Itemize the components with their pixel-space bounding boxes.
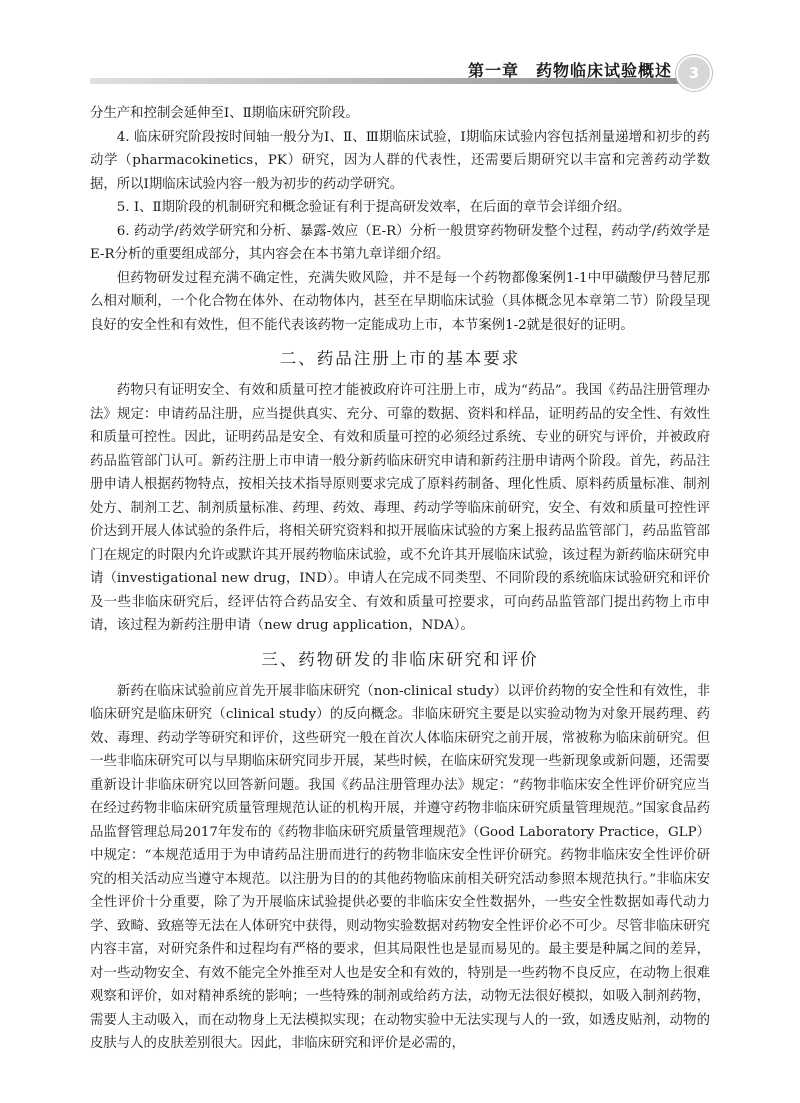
paragraph: 药物只有证明安全、有效和质量可控才能被政府许可注册上市，成为“药品”。我国《药品注册管理办法》规定：申请药品注册，应当提供真实、充分、可靠的数据、资料和样品，证明药品的安全性、有效性和质量可控性。因此，证明药品是安全、有效和质量可控的必须经过系统、专业的研究与评价，并被政府药品监管部门认可。新药注册上市申请一般分新药临床研究申请和新药注册申请两个阶段。首先，药品注册申请人根据药物特点，按相关技术指导原则要求完成了原料药制备、理化性质、原料药质量标准、制剂处方、制剂工艺、制剂质量标准、药理、药效、毒理、药动学等临床前研究，安全、有效和质量可控性评价达到开展人体试验的条件后，将相关研究资料和拟开展临床试验的方案上报药品监管部门，药品监管部门在规定的时限内允许或默许其开展药物临床试验，或不允许其开展临床试验，该过程为新药临床研究申请（investigational new drug，IND）。申请人在完成不同类型、不同阶段的系统临床试验研究和评价及一些非临床研究后，经评估符合药品安全、有效和质量可控要求，可向药品监管部门提出药物上市申请，该过程为新药注册申请（new drug application，NDA）。 [90,383,710,633]
paragraph: 新药在临床试验前应首先开展非临床研究（non-clinical study）以评价药物的安全性和有效性，非临床研究是临床研究（clinical study）的反向概念。非临床研究主要是以实验动物为对象开展药理、药效、毒理、药动学等研究和评价，这些研究一般在首次人体临床研究之前开展，常被称为临床前研究。但一些非临床研究可以与早期临床研究同步开展，某些时候，在临床研究发现一些新现象或新问题，还需要重新设计非临床研究以回答新问题。我国《药品注册管理办法》规定：“药物非临床安全性评价研究应当在经过药物非临床研究质量管理规范认证的机构开展，并遵守药物非临床研究质量管理规范。”国家食品药品监督管理总局2017年发布的《药物非临床研究质量管理规范》（Good Laboratory Practice，GLP）中规定：“本规范适用于为申请药品注册而进行的药物非临床安全性评价研究。药物非临床安全性评价研究的相关活动应当遵守本规范。以注册为目的的其他药物临床前相关研究活动参照本规范执行。”非临床安全性评价十分重要，除了为开展临床试验提供必要的非临床安全性数据外，一些安全性数据如毒代动力学、致畸、致癌等无法在人体研究中获得，则动物实验数据对药物安全性评价必不可少。尽管非临床研究内容丰富，对研究条件和过程均有严格的要求，但其局限性也是显而易见的。最主要是种属之间的差异，对一些动物安全、有效不能完全外推至对人也是安全和有效的，特别是一些药物不良反应，在动物上很难观察和评价，如对精神系统的影响；一些特殊的制剂或给药方法，动物无法很好模拟，如吸入制剂药物，需要人主动吸入，而在动物身上无法模拟实现；在动物实验中无法实现与人的一致，如透皮贴剂，动物的皮肤与人的皮肤差别很大。因此，非临床研究和评价是必需的， [90,683,710,1051]
section-heading: 二、药品注册上市的基本要求 [279,349,521,368]
paragraph: 分生产和控制会延伸至Ⅰ、Ⅱ期临床研究阶段。 [90,106,359,121]
paragraph: 但药物研发过程充满不确定性，充满失败风险，并不是每一个药物都像案例1-1中甲磺酸伊马替尼那么相对顺利，一个化合物在体外、在动物体内，甚至在早期临床试验（具体概念见本章第二节）阶段呈现良好的安全性和有效性，但不能代表该药物一定能成功上市，本节案例1-2就是很好的证明。 [90,270,710,333]
section-heading: 三、药物研发的非临床研究和评价 [261,649,539,669]
page-body [90,102,710,1056]
page-header [0,50,800,90]
paragraph: 4. 临床研究阶段按时间轴一般分为Ⅰ、Ⅱ、Ⅲ期临床试验，Ⅰ期临床试验内容包括剂量递增和初步的药动学（pharmacokinetics，PK）研究，因为人群的代表性，还需要后期研究以丰富和完善药动学数据，所以Ⅰ期临床试验内容一般为初步的药动学研究。 [90,129,710,192]
chapter-title: 第一章 药物临床试验概述 [467,61,672,80]
paragraph: 6. 药动学/药效学研究和分析、暴露-效应（E-R）分析一般贯穿药物研发整个过程，药动学/药效学是E-R分析的重要组成部分，其内容会在本书第九章详细介绍。 [90,223,710,262]
paragraph: 5. Ⅰ、Ⅱ期阶段的机制研究和概念验证有利于提高研发效率，在后面的章节会详细介绍。 [116,200,631,215]
page-number-badge: 3 [676,55,712,91]
